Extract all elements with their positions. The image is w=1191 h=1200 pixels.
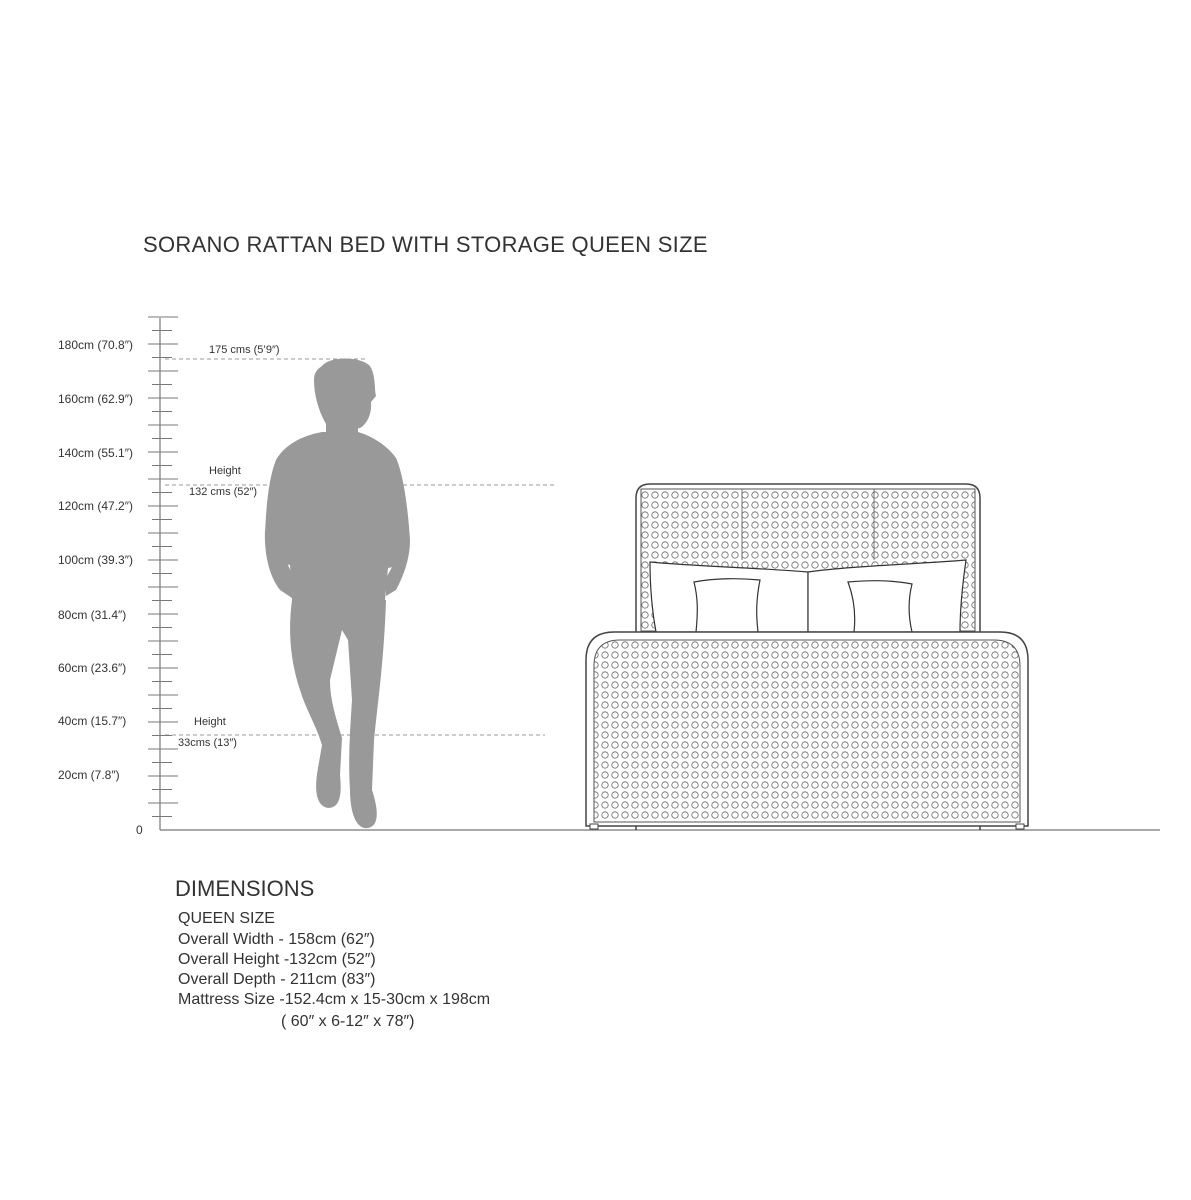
person-height-label: 175 cms (5’9″) xyxy=(209,344,280,356)
bed-leg-left xyxy=(590,824,598,829)
dimension-size: QUEEN SIZE xyxy=(178,910,275,927)
pillow-front-left xyxy=(694,579,760,632)
scale-label-40cm: 40cm (15.7″) xyxy=(58,714,127,728)
footboard-cane-panel xyxy=(594,640,1020,822)
dimension-depth: Overall Depth - 211cm (83″) xyxy=(178,971,376,988)
person-silhouette xyxy=(265,359,410,829)
footboard-height-word: Height xyxy=(194,716,226,728)
scale-label-160cm: 160cm (62.9″) xyxy=(58,392,133,406)
bed-drawing xyxy=(586,484,1028,830)
scale-label-140cm: 140cm (55.1″) xyxy=(58,446,133,460)
pillow-front-right xyxy=(848,581,912,632)
headboard-height-value: 132 cms (52″) xyxy=(189,486,258,498)
dimensions-heading: DIMENSIONS xyxy=(175,876,315,901)
footboard-height-value: 33cms (13″) xyxy=(178,737,237,749)
scale-label-180cm: 180cm (70.8″) xyxy=(58,338,133,352)
scale-label-100cm: 100cm (39.3″) xyxy=(58,553,133,567)
scale-label-60cm: 60cm (23.6″) xyxy=(58,661,127,675)
scale-label-20cm: 20cm (7.8″) xyxy=(58,768,120,782)
scale-label-80cm: 80cm (31.4″) xyxy=(58,608,127,622)
scale-ticks xyxy=(148,317,178,817)
scale-label-0: 0 xyxy=(136,823,143,837)
dimension-mattress-imperial: ( 60″ x 6-12″ x 78″) xyxy=(281,1013,415,1030)
dimension-mattress-metric: Mattress Size -152.4cm x 15-30cm x 198cm xyxy=(178,991,491,1008)
dimension-width: Overall Width - 158cm (62″) xyxy=(178,931,375,948)
headboard-height-word: Height xyxy=(209,465,241,477)
dimension-height: Overall Height -132cm (52″) xyxy=(178,951,376,968)
diagram-title: SORANO RATTAN BED WITH STORAGE QUEEN SIZE xyxy=(143,232,708,257)
bed-leg-right xyxy=(1016,824,1024,829)
scale-label-120cm: 120cm (47.2″) xyxy=(58,499,133,513)
